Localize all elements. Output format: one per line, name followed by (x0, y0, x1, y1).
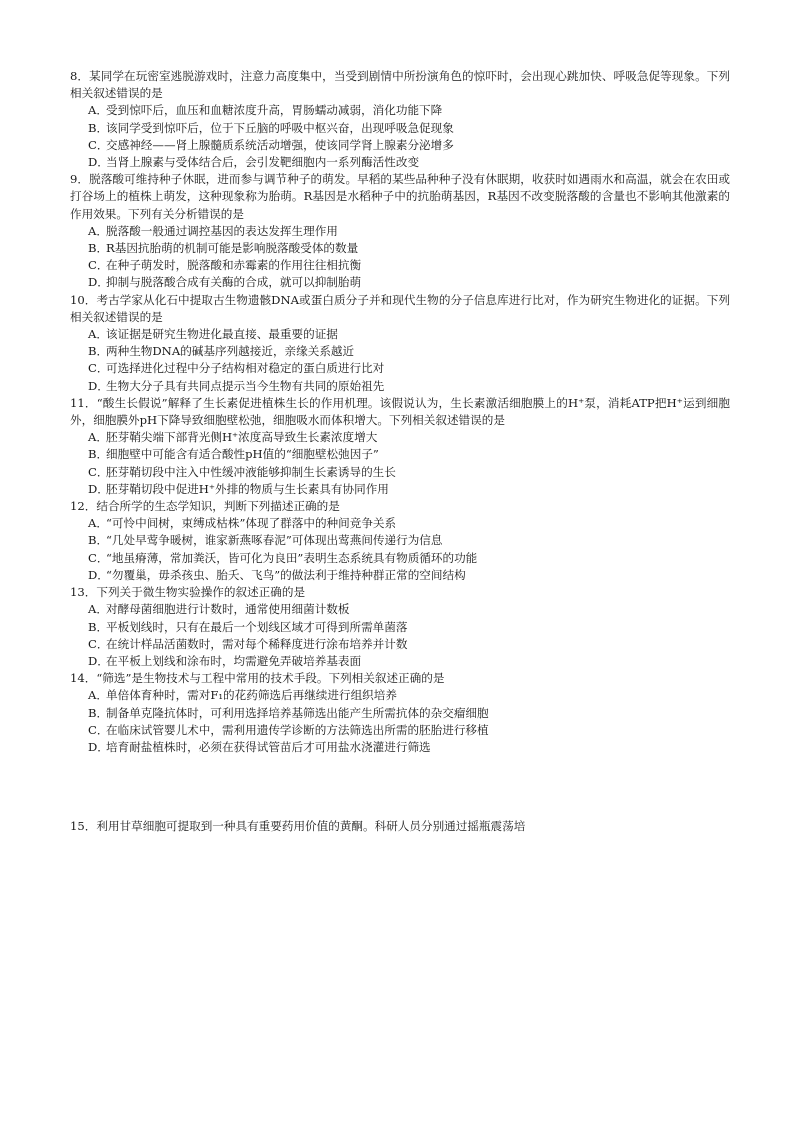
option-text: 两种生物DNA的碱基序列越接近，亲缘关系越近 (106, 344, 355, 359)
option-text: 在种子萌发时，脱落酸和赤霉素的作用往往相抗衡 (106, 258, 362, 273)
option-text: 对酵母菌细胞进行计数时，通常使用细菌计数板 (106, 602, 350, 617)
option-text: 胚芽鞘切段中促进H⁺外排的物质与生长素具有协同作用 (106, 481, 389, 496)
option-text: 该同学受到惊吓后，位于下丘脑的呼吸中枢兴奋，出现呼吸急促现象 (106, 120, 454, 135)
question-block (70, 68, 730, 171)
option-item (70, 154, 730, 171)
option-text: 脱落酸一般通过调控基因的表达发挥生理作用 (106, 223, 338, 238)
option-letter: B． (88, 705, 109, 720)
option-item (70, 515, 730, 532)
question-15-stem: 15．利用甘草细胞可提取到一种具有重要药用价值的黄酮。科研人员分别通过摇瓶震荡培 (70, 819, 526, 834)
option-letter: B． (88, 533, 109, 548)
question-stem: 11．“酸生长假说”解释了生长素促进植株生长的作用机理。该假说认为，生长素激活细胞膜上的H⁺泵，消耗ATP把H⁺运到细胞外，细胞膜外pH下降导致细胞壁松弛，细胞吸水而体积增大。下列相关叙述错误的是 (70, 395, 730, 428)
option-letter: D． (88, 481, 109, 496)
option-text: 制备单克隆抗体时，可利用选择培养基筛选出能产生所需抗体的杂交瘤细胞 (106, 705, 489, 720)
option-letter: B． (88, 241, 109, 256)
question-block (70, 292, 730, 395)
question-block (70, 498, 730, 584)
question-block (70, 584, 730, 670)
option-item (70, 464, 730, 481)
option-text: 在统计样品活菌数时，需对每个稀释度进行涂布培养并计数 (106, 636, 408, 651)
option-item (70, 636, 730, 653)
option-item (70, 137, 730, 154)
question-list (70, 68, 730, 756)
option-letter: C． (88, 550, 109, 565)
option-item (70, 739, 730, 756)
question-stem: 9．脱落酸可维持种子休眠，进而参与调节种子的萌发。早稻的某些品种种子没有休眠期，收获时如遇雨水和高温，就会在农田或打谷场上的植株上萌发，这种现象称为胎萌。R基因是水稻种子中的抗胎萌基因，R基因不改变脱落酸的含量也不影响其他激素的作用效果。下列有关分析错误的是 (70, 172, 730, 221)
option-letter: B． (88, 344, 109, 359)
option-item (70, 653, 730, 670)
option-text: 抑制与脱落酸合成有关酶的合成，就可以抑制胎萌 (106, 275, 362, 290)
option-text: 单倍体育种时，需对F₁的花药筛选后再继续进行组织培养 (106, 688, 397, 703)
question-stem: 10．考古学家从化石中提取古生物遗骸DNA或蛋白质分子并和现代生物的分子信息库进行比对，作为研究生物进化的证据。下列相关叙述错误的是 (70, 292, 730, 324)
option-letter: A． (88, 327, 108, 342)
option-item (70, 240, 730, 257)
option-letter: B． (88, 120, 109, 135)
option-letter: C． (88, 722, 109, 737)
option-text: 胚芽鞘尖端下部背光侧H⁺浓度高导致生长素浓度增大 (106, 430, 378, 445)
option-letter: B． (88, 447, 109, 462)
option-item (70, 601, 730, 618)
option-letter: A． (88, 516, 108, 531)
option-letter: B． (88, 619, 109, 634)
option-text: “地虽瘠薄，常加粪沃，皆可化为良田”表明生态系统具有物质循环的功能 (106, 550, 478, 565)
option-list (70, 326, 730, 395)
option-text: 胚芽鞘切段中注入中性缓冲液能够抑制生长素诱导的生长 (106, 464, 396, 479)
option-item (70, 102, 730, 119)
option-letter: A． (88, 602, 108, 617)
option-text: “可怜中间树，束缚成枯株”体现了群落中的种间竞争关系 (106, 516, 397, 531)
option-text: “几处早莺争暖树，谁家新燕啄春泥”可体现出莺燕间传递行为信息 (106, 533, 443, 548)
option-text: 培育耐盐植株时，必须在获得试管苗后才可用盐水浇灌进行筛选 (106, 739, 431, 754)
option-text: 该证据是研究生物进化最直接、最重要的证据 (106, 327, 338, 342)
option-item (70, 343, 730, 360)
question-block (70, 670, 730, 756)
option-text: 细胞壁中可能含有适合酸性pH值的“细胞壁松弛因子” (106, 447, 379, 462)
option-letter: D． (88, 567, 109, 582)
option-item (70, 120, 730, 137)
option-item (70, 429, 730, 446)
option-item (70, 722, 730, 739)
question-block (70, 171, 730, 291)
option-item (70, 326, 730, 343)
option-letter: D． (88, 653, 109, 668)
option-letter: C． (88, 464, 109, 479)
option-list (70, 601, 730, 670)
exam-page (70, 68, 730, 835)
option-letter: C． (88, 636, 109, 651)
option-text: 生物大分子具有共同点提示当今生物有共同的原始祖先 (106, 378, 385, 393)
option-letter: A． (88, 688, 108, 703)
option-letter: D． (88, 275, 109, 290)
option-letter: D． (88, 155, 109, 170)
option-item (70, 705, 730, 722)
option-letter: C． (88, 361, 109, 376)
question-stem: 12．结合所学的生态学知识，判断下列描述正确的是 (70, 499, 340, 514)
option-item (70, 532, 730, 549)
option-item (70, 550, 730, 567)
option-text: 平板划线时，只有在最后一个划线区域才可得到所需单菌落 (106, 619, 408, 634)
option-text: 可选择进化过程中分子结构相对稳定的蛋白质进行比对 (106, 361, 385, 376)
option-item (70, 687, 730, 704)
option-letter: D． (88, 739, 109, 754)
option-list (70, 429, 730, 498)
question-stem: 13．下列关于微生物实验操作的叙述正确的是 (70, 585, 306, 600)
option-text: 受到惊吓后，血压和血糖浓度升高，胃肠蠕动减弱，消化功能下降 (106, 103, 443, 118)
question-block (70, 395, 730, 498)
option-item (70, 481, 730, 498)
question-stem: 8．某同学在玩密室逃脱游戏时，注意力高度集中，当受到剧情中所扮演角色的惊吓时，会出现心跳加快、呼吸急促等现象。下列相关叙述错误的是 (70, 69, 730, 101)
question-stem: 14．“筛选”是生物技术与工程中常用的技术手段。下列相关叙述正确的是 (70, 671, 445, 686)
option-item (70, 223, 730, 240)
option-list (70, 687, 730, 756)
option-letter: A． (88, 103, 108, 118)
option-letter: A． (88, 223, 108, 238)
option-item (70, 378, 730, 395)
option-item (70, 360, 730, 377)
option-list (70, 102, 730, 171)
spacer (70, 756, 730, 818)
option-letter: C． (88, 258, 109, 273)
option-item (70, 446, 730, 463)
option-text: 交感神经——肾上腺髓质系统活动增强，使该同学肾上腺素分泌增多 (106, 137, 454, 152)
option-item (70, 567, 730, 584)
option-letter: A． (88, 430, 108, 445)
option-letter: C． (88, 137, 109, 152)
option-list (70, 515, 730, 584)
option-letter: D． (88, 378, 109, 393)
option-text: R基因抗胎萌的机制可能是影响脱落酸受体的数量 (106, 241, 359, 256)
option-list (70, 223, 730, 292)
option-text: “勿覆巢，毋杀孩虫、胎夭、飞鸟”的做法利于维持种群正常的空间结构 (106, 567, 466, 582)
option-item (70, 274, 730, 291)
option-text: 在平板上划线和涂布时，均需避免弄破培养基表面 (106, 653, 362, 668)
option-item (70, 257, 730, 274)
option-text: 当肾上腺素与受体结合后，会引发靶细胞内一系列酶活性改变 (106, 155, 420, 170)
option-item (70, 619, 730, 636)
option-text: 在临床试管婴儿术中，需利用遗传学诊断的方法筛选出所需的胚胎进行移植 (106, 722, 489, 737)
